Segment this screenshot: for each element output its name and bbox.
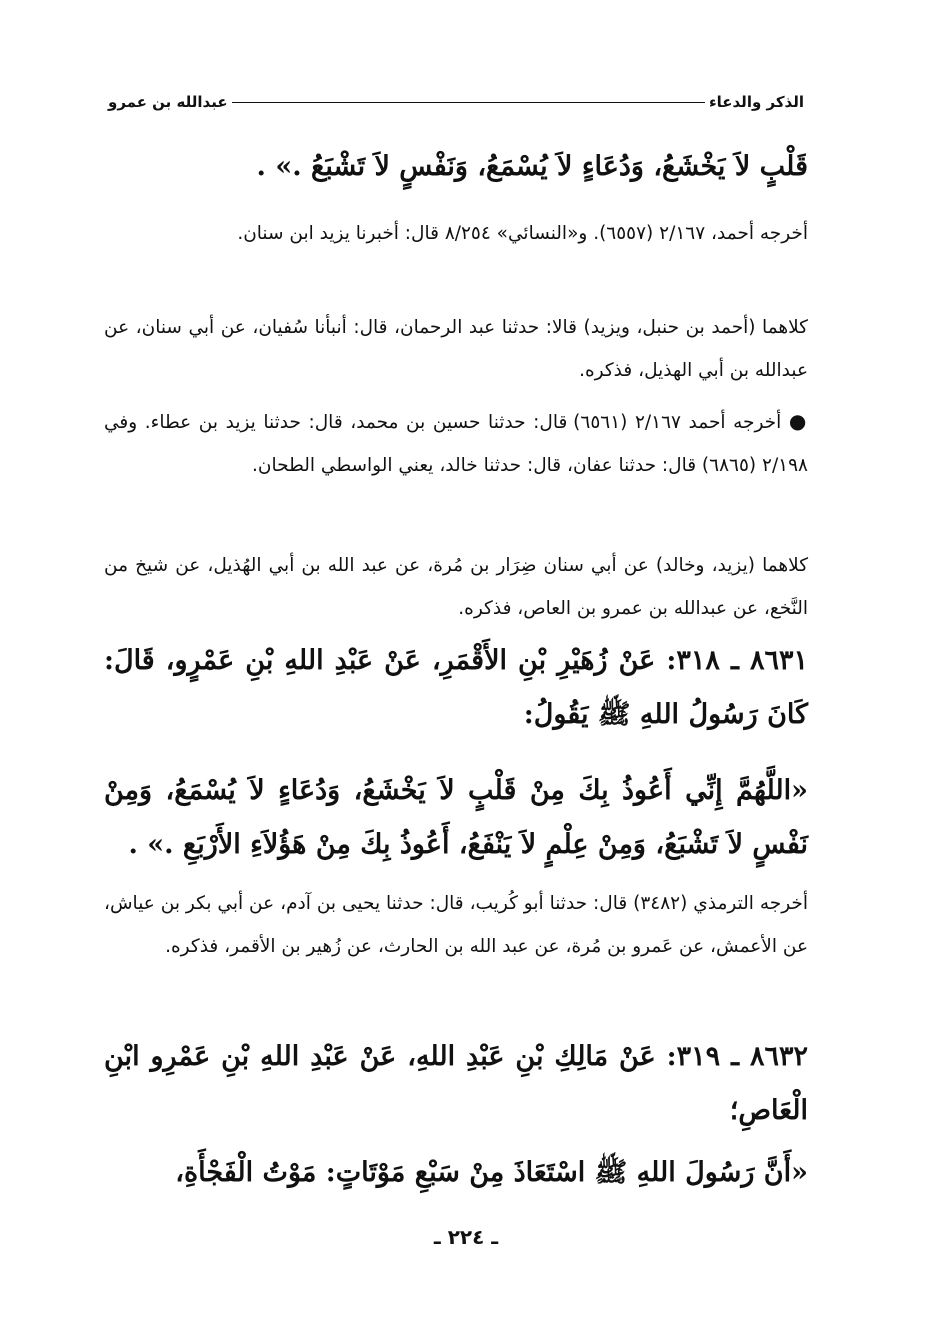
takhrij-note	[104, 882, 808, 968]
running-header	[104, 92, 808, 116]
hadith-text: ٨٦٣١ ـ ٣١٨: عَنْ زُهَيْرِ بْنِ الأَقْمَرِ، عَنْ عَبْدِ اللهِ بْنِ عَمْرٍو، قَالَ: كَانَ رَسُولُ اللهِ ﷺ يَقُولُ:	[104, 645, 808, 730]
hadith-continuation	[104, 140, 808, 194]
hadith-text: ٨٦٣٢ ـ ٣١٩: عَنْ مَالِكِ بْنِ عَبْدِ اللهِ، عَنْ عَبْدِ اللهِ بْنِ عَمْرِو ابْنِ الْعَاصِ؛	[104, 1041, 808, 1126]
isnad-note	[104, 306, 808, 392]
header-section-title: عبدالله بن عمرو	[104, 92, 232, 112]
note-paragraph	[104, 400, 808, 487]
bullet-icon: ●	[788, 409, 808, 433]
hadith-matn-8631	[104, 764, 808, 872]
hadith-heading-8631	[104, 634, 808, 742]
page-number: ـ ٢٢٤ ـ	[433, 1225, 499, 1249]
isnad-note	[104, 544, 808, 630]
hadith-heading-8632	[104, 1030, 808, 1138]
note-text: أخرجه الترمذي (٣٤٨٢) قال: حدثنا أبو كُريب، قال: حدثنا يحيى بن آدم، عن أبي بكر بن عياش، عن الأعمش، عن عَمرو بن مُرة، عن عبد الله بن الحارث، عن زُهير بن الأقمر، فذكره.	[104, 893, 808, 957]
takhrij-note	[104, 400, 808, 487]
note-text: كلاهما (أحمد بن حنبل، ويزيد) قالا: حدثنا عبد الرحمان، قال: أنبأنا سُفيان، عن أبي سنان، عن عبدالله بن أبي الهذيل، فذكره.	[104, 317, 808, 381]
hadith-text: قَلْبٍ لاَ يَخْشَعُ، وَدُعَاءٍ لاَ يُسْمَعُ، وَنَفْسٍ لاَ تَشْبَعُ .» .	[256, 151, 808, 182]
header-rule	[200, 102, 712, 103]
hadith-text: «اللَّهُمَّ إِنِّي أَعُوذُ بِكَ مِنْ قَلْبٍ لاَ يَخْشَعُ، وَدُعَاءٍ لاَ يُسْمَعُ، وَمِنْ نَفْسٍ لاَ تَشْبَعُ، وَمِنْ عِلْمٍ لاَ يَنْفَعُ، أَعُوذُ بِكَ مِنْ هَؤُلاَءِ الأَرْبَعِ .» .	[104, 775, 808, 860]
hadith-matn-8632	[104, 1146, 808, 1200]
header-chapter-title: الذكر والدعاء	[705, 92, 808, 112]
takhrij-note	[104, 212, 808, 255]
note-text: أخرجه أحمد، ٢/١٦٧ (٦٥٥٧). و«النسائي» ٨/٢٥٤ قال: أخبرنا يزيد ابن سنان.	[237, 223, 808, 244]
note-text: كلاهما (يزيد، وخالد) عن أبي سنان ضِرَار بن مُرة، عن عبد الله بن أبي الهُذيل، عن شيخ من النَّخع، عن عبدالله بن عمرو بن العاص، فذكره.	[104, 555, 808, 619]
hadith-text: «أَنَّ رَسُولَ اللهِ ﷺ اسْتَعَاذَ مِنْ سَبْعِ مَوْتَاتٍ: مَوْتُ الْفَجْأَةِ،	[175, 1157, 808, 1188]
note-text: أخرجه أحمد ٢/١٦٧ (٦٥٦١) قال: حدثنا حسين بن محمد، قال: حدثنا يزيد بن عطاء. وفي ٢/١٩٨ (٦٨٦٥) قال: حدثنا عفان، قال: حدثنا خالد، يعني الواسطي الطحان.	[104, 412, 808, 476]
